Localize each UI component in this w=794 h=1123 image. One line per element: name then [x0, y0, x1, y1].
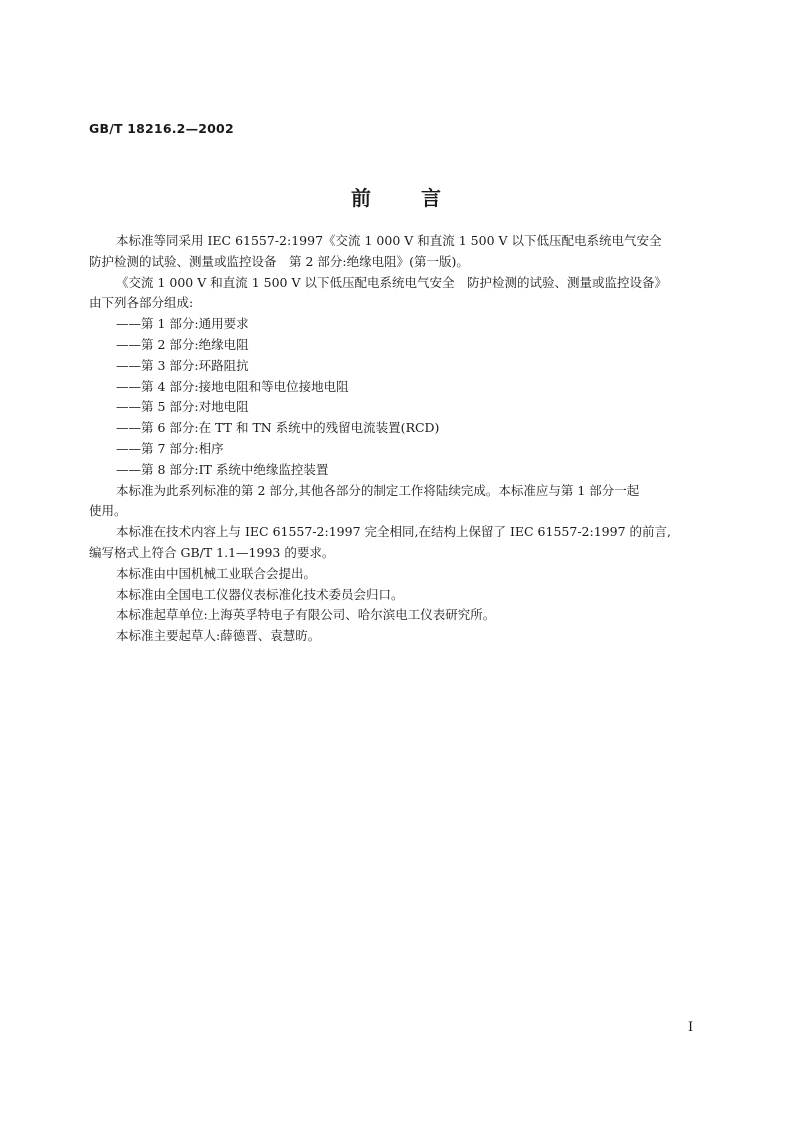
part-list-item-3: ——第 3 部分:环路阻抗 — [116, 357, 249, 373]
body-line-1: 本标准等同采用 IEC 61557-2:1997《交流 1 000 V 和直流 1 500 V 以下低压配电系统电气安全 — [116, 233, 662, 248]
page-number: I — [688, 1020, 694, 1035]
body-line-4: 由下列各部分组成: — [89, 295, 194, 311]
closing-line-5: 本标准由中国机械工业联合会提出。 — [116, 565, 317, 581]
closing-line-8: 本标准主要起草人:薛德晋、袁慧昉。 — [116, 628, 321, 644]
title-char-2: 言 — [421, 186, 443, 210]
part-list-item-5: ——第 5 部分:对地电阻 — [116, 399, 249, 415]
closing-line-2: 使用。 — [89, 503, 127, 519]
part-list-item-6: ——第 6 部分:在 TT 和 TN 系统中的残留电流装置(RCD) — [116, 420, 440, 436]
page-title — [0, 182, 794, 211]
part-list-item-7: ——第 7 部分:相序 — [116, 440, 224, 456]
body-line-2: 防护检测的试验、测量或监控设备 第 2 部分:绝缘电阻》(第一版)。 — [89, 253, 469, 269]
closing-line-3: 本标准在技术内容上与 IEC 61557-2:1997 完全相同,在结构上保留了 IEC 61557-2:1997 的前言, — [116, 524, 671, 540]
part-list-item-8: ——第 8 部分:IT 系统中绝缘监控装置 — [116, 461, 329, 477]
closing-line-7: 本标准起草单位:上海英孚特电子有限公司、哈尔滨电工仪表研究所。 — [116, 607, 496, 623]
standard-code: GB/T 18216.2—2002 — [89, 121, 234, 136]
title-char-1: 前 — [351, 186, 373, 210]
part-list-item-2: ——第 2 部分:绝缘电阻 — [116, 336, 249, 352]
foreword-body — [89, 231, 705, 647]
closing-line-4: 编写格式上符合 GB/T 1.1—1993 的要求。 — [89, 544, 335, 560]
body-line-3: 《交流 1 000 V 和直流 1 500 V 以下低压配电系统电气安全 防护检测的试验、测量或监控设备》 — [116, 274, 667, 290]
closing-line-6: 本标准由全国电工仪器仪表标准化技术委员会归口。 — [116, 586, 404, 602]
part-list-item-4: ——第 4 部分:接地电阻和等电位接地电阻 — [116, 378, 349, 394]
part-list-item-1: ——第 1 部分:通用要求 — [116, 316, 249, 332]
closing-line-1: 本标准为此系列标准的第 2 部分,其他各部分的制定工作将陆续完成。本标准应与第 1 部分一起 — [116, 482, 640, 498]
